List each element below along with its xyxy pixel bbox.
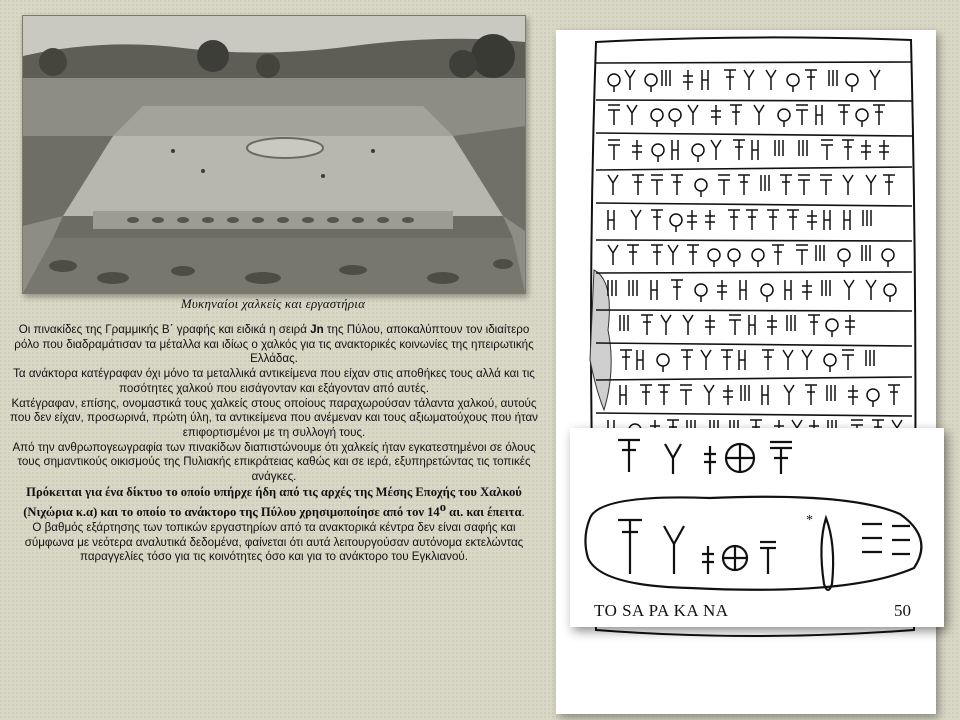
excavation-photo (22, 15, 526, 294)
paragraph-6: Ο βαθμός εξάρτησης των τοπικών εργαστηρίων από τα ανακτορικά κέντρα δεν είναι σαφής και σύμφωνα με νεότερα αναλυτικά δεδομένα, φαίνεται ότι αυτά λειτουργούσαν αυτόνομα εκτελώντας παραγγελίες τόσο για τις κοινότητες όσο και για το ανάκτορο του Εγκλιανού. (24, 521, 524, 564)
paragraph-1 (8, 323, 540, 367)
paragraph-2: Τα ανάκτορα κατέγραφαν όχι μόνο τα μεταλλικά αντικείμενα που είχαν στις αποθήκες τους αλλά και τις ποσότητες χαλκού που εισάγονταν και εξάγονταν από αυτές. (13, 367, 535, 395)
paragraph-5-bold-end: αι. και έπειτα (446, 505, 522, 520)
photo-caption: Μυκηναίοι χαλκείς και εργαστήρια (180, 296, 366, 311)
series-code: Jn (310, 323, 324, 336)
paragraph-1-end: της Πύλου, αποκαλύπτουν τον ιδιαίτερο ρόλο που διαδραμάτισαν τα μέταλλα και ιδίως ο χαλκός για τις ανακτορικές κοινωνίες της ηπειρωτικής Ελλάδας. (14, 323, 534, 366)
transliteration-label: TO SA PA KA NA (594, 601, 729, 620)
paragraph-3: Κατέγραφαν, επίσης, ονομαστικά τους χαλκείς στους οποίους παραχωρούσαν τάλαντα χαλκού, αυτούς που δεν είχαν, προσωρινά, πρώτη ύλη, τα αντικείμενα που ανέμεναν και τους αξιωματούχους που ήταν επιφορτισμένοι με τη συλλογή τους. (10, 396, 538, 439)
paragraph-5-bold: Πρόκειται για ένα δίκτυο το οποίο υπήρχε ήδη από τις αρχές της Μέσης Εποχής του Χαλκού (Νιχώρια κ.α) και το οποίο το ανάκτορο της Πύλου χρησιμοποίησε από τον 14 (23, 484, 522, 520)
svg-text:*: * (806, 513, 813, 528)
quantity-number: 50 (894, 601, 911, 620)
paragraph-1-start: Οι πινακίδες της Γραμμικής Β΄ γραφής και ειδικά η σειρά (18, 323, 311, 336)
paragraph-5 (8, 485, 540, 521)
paragraph-5-end: . (521, 506, 525, 520)
tablet-detail-inset (570, 428, 944, 627)
article-text (8, 323, 540, 565)
paragraph-4: Από την ανθρωπογεωγραφία των πινακίδων διαπιστώνουμε ότι χαλκείς ήταν εγκατεστημένοι σε όλους τους σημαντικούς οικισμούς της Πυλιακής επικράτειας καθώς και σε ιερά, εξυπηρετώντας τις τοπικές ανάγκες. (12, 440, 536, 484)
century-superscript: ο (439, 500, 447, 515)
